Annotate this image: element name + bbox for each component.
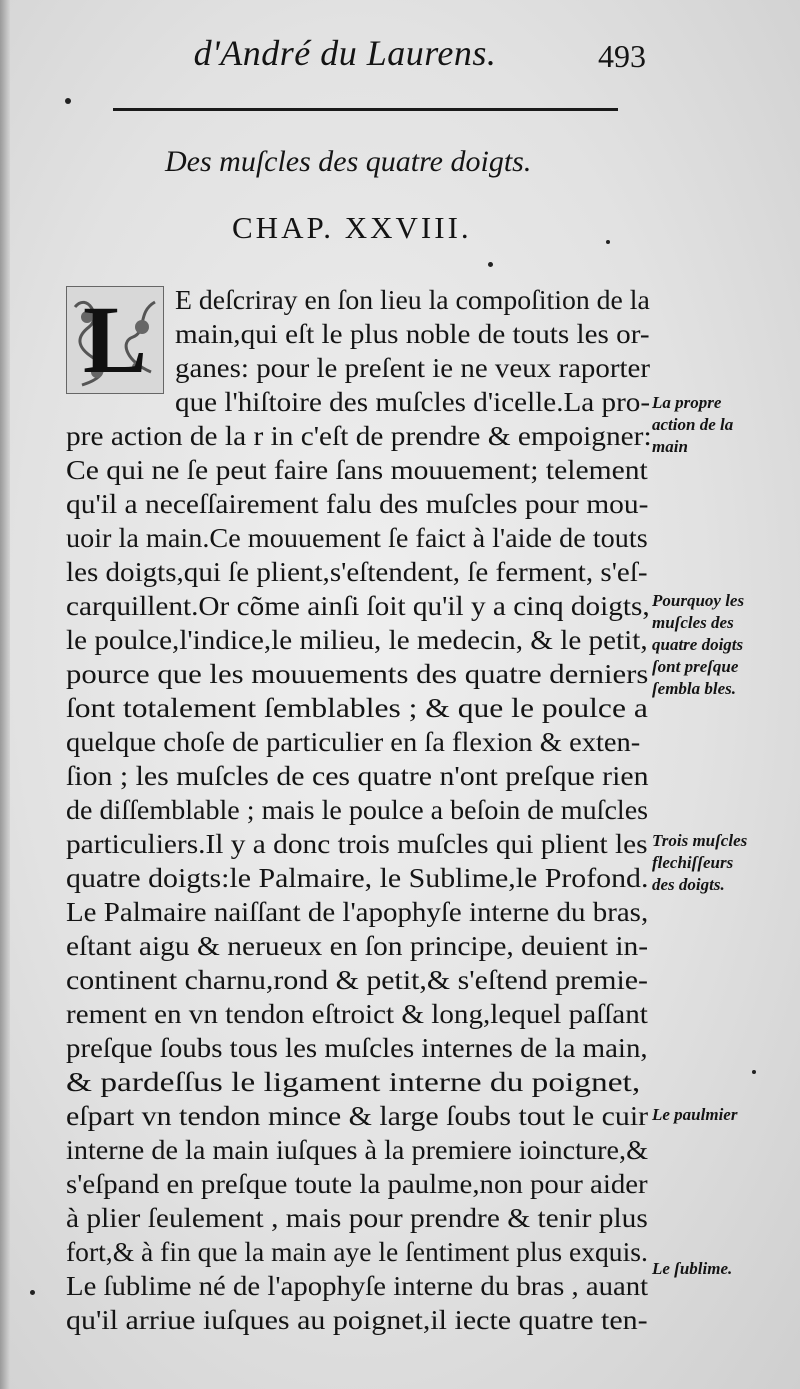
body-line: que l'hiſtoire des muſcles d'icelle.La pro-	[175, 387, 651, 417]
body-line: uoir la main.Ce mouuement ſe faict à l'aide de touts	[66, 523, 648, 553]
section-title: Des muſcles des quatre doigts.	[165, 145, 532, 178]
body-line: pource que les mouuements des quatre derniers	[66, 659, 649, 689]
body-line: quatre doigts:le Palmaire, le Sublime,le Profond.	[66, 863, 649, 893]
margin-note-line: ſembla bles.	[652, 679, 737, 698]
body-line: qu'il a neceſſairement falu des muſcles pour mou-	[66, 489, 649, 519]
body-line: les doigts,qui ſe plient,s'eſtendent, ſe ferment, s'eſ-	[66, 557, 648, 587]
body-line: eſtant aigu & nerueux en ſon principe, deuient in-	[66, 931, 649, 961]
margin-note-line: quatre doigts	[652, 635, 744, 654]
body-line: Ce qui ne ſe peut faire ſans mouuement; telement	[66, 455, 648, 485]
body-line: interne de la main iuſques à la premiere ioincture,&	[66, 1135, 649, 1165]
body-line: eſpart vn tendon mince & large ſoubs tout le cuir	[66, 1101, 649, 1131]
body-line: Le Palmaire naiſſant de l'apophyſe interne du bras,	[66, 897, 649, 927]
initial-letter: L	[82, 286, 148, 393]
body-line: s'eſpand en preſque toute la paulme,non pour aider	[66, 1169, 648, 1199]
body-line: ſion ; les muſcles de ces quatre n'ont preſque rien	[66, 761, 649, 791]
page-number: 493	[598, 38, 646, 74]
margin-note-line: muſcles des	[652, 613, 734, 632]
body-line: & pardeſſus le ligament interne du poignet,	[66, 1067, 641, 1097]
margin-note-line: des doigts.	[652, 875, 725, 894]
ornamental-initial	[66, 286, 164, 394]
margin-note-line: ſont preſque	[652, 657, 739, 676]
ink-speck	[752, 1070, 756, 1074]
page-edge-shadow	[0, 0, 10, 1389]
body-line: pre action de la r in c'eſt de prendre & empoigner:	[66, 421, 652, 451]
body-line: quelque choſe de particulier en ſa flexion & exten-	[66, 727, 641, 757]
margin-note-line: Le ſublime.	[652, 1259, 733, 1278]
ink-speck	[65, 98, 71, 104]
body-line: qu'il arriue iuſques au poignet,il iecte quatre ten-	[66, 1305, 648, 1335]
body-line: ſont totalement ſemblables ; & que le poulce a	[66, 693, 648, 723]
body-line: fort,& à fin que la main aye le ſentiment plus exquis.	[66, 1237, 648, 1267]
margin-note-line: Le paulmier	[652, 1105, 738, 1124]
header-rule	[113, 108, 618, 111]
ink-speck	[606, 240, 610, 244]
ink-speck	[30, 1290, 35, 1295]
running-header-title: d'André du Laurens.	[193, 33, 497, 73]
body-line: main,qui eſt le plus noble de touts les or-	[175, 319, 650, 349]
chapter-heading: CHAP. XXVIII.	[232, 210, 472, 245]
margin-note-line: flechiſſeurs	[652, 853, 734, 872]
margin-note-line: Trois muſcles	[652, 831, 748, 850]
margin-note-line: La propre	[652, 393, 722, 412]
body-line: particuliers.Il y a donc trois muſcles qui plient les	[66, 829, 648, 859]
body-line: le poulce,l'indice,le milieu, le medecin, & le petit,	[66, 625, 648, 655]
body-line: rement en vn tendon eſtroict & long,lequel paſſant	[66, 999, 648, 1029]
margin-note-line: main	[652, 437, 688, 456]
margin-note-line: Pourquoy les	[652, 591, 745, 610]
body-line: continent charnu,rond & petit,& s'eſtend premie-	[66, 965, 648, 995]
body-line: ganes: pour le preſent ie ne veux raporter	[175, 353, 651, 383]
body-line: E deſcriray en ſon lieu la compoſition de la	[175, 285, 650, 315]
body-line: preſque ſoubs tous les muſcles internes de la main,	[66, 1033, 648, 1063]
body-line: à plier ſeulement , mais pour prendre & tenir plus	[66, 1203, 648, 1233]
body-line: Le ſublime né de l'apophyſe interne du bras , auant	[66, 1271, 649, 1301]
margin-note-line: action de la	[652, 415, 734, 434]
ink-speck	[488, 262, 493, 267]
body-line: de diſſemblable ; mais le poulce a beſoin de muſcles	[66, 795, 649, 825]
body-line: carquillent.Or cõme ainſi ſoit qu'il y a cinq doigts,	[66, 591, 650, 621]
